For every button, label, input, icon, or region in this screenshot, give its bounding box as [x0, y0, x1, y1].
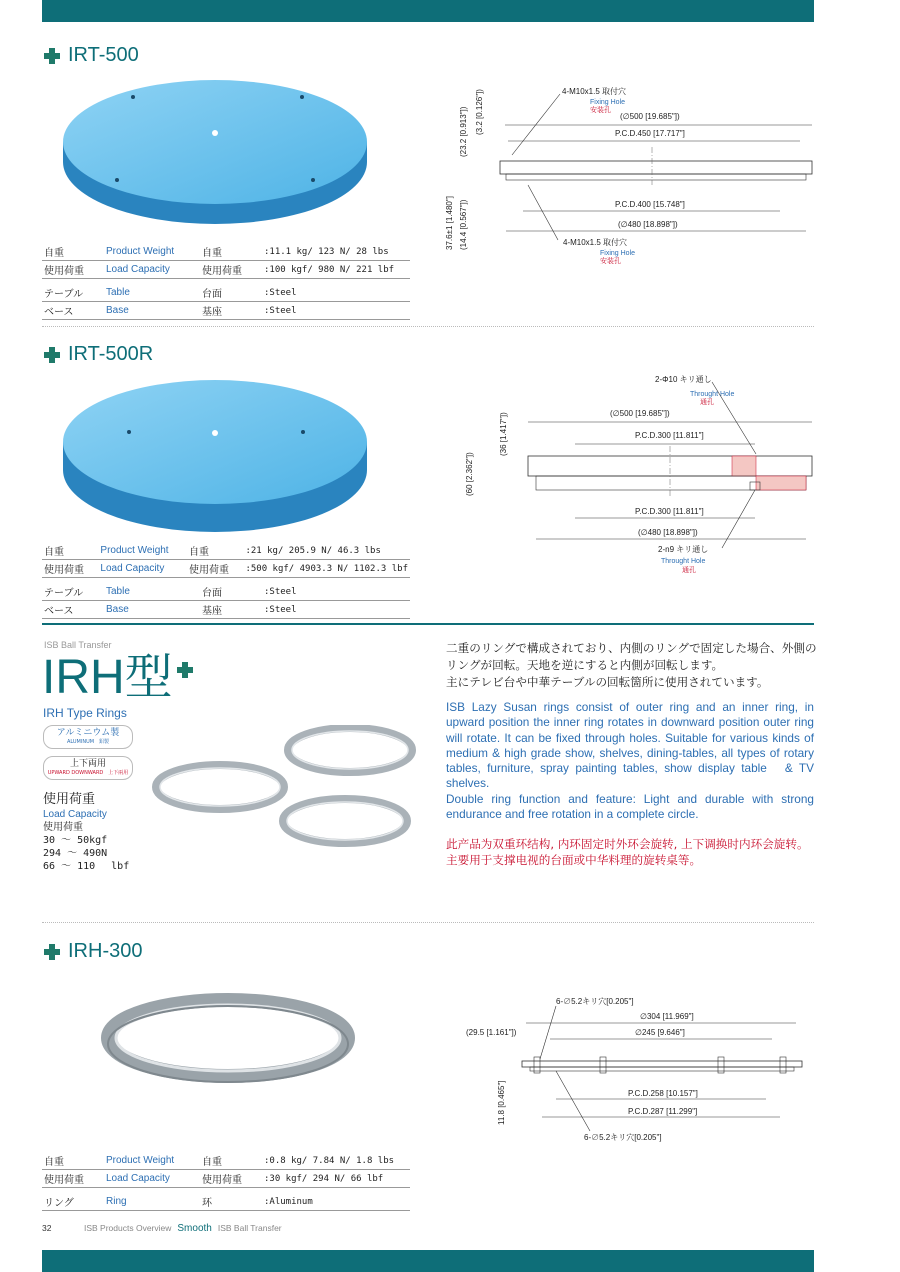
dim-pcd: P.C.D.258 [10.157"]: [628, 1089, 698, 1098]
dim-height: 37.6±1 [1.480"]: [445, 196, 454, 250]
spec-en: Load Capacity: [104, 1170, 200, 1188]
material-value: :Aluminum: [262, 1193, 410, 1211]
spec-row: [42, 243, 410, 261]
dim-height: (3.2 [0.126"]): [475, 89, 484, 135]
material-jp: テーブル: [42, 284, 104, 302]
category-label: ISB Ball Transfer: [44, 640, 112, 650]
desc-jp-line: 二重のリングで構成されており、内側のリングで固定した場合、外側の: [446, 641, 817, 655]
section-divider: [42, 623, 814, 625]
pill-text: アルミニウム製: [56, 728, 120, 738]
load-lbf: 66 ～ 110 lbf: [43, 861, 130, 872]
pill-subtext: UPWARD DOWNWARD 上下兩用: [47, 770, 129, 776]
spec-cn: 自重: [200, 1152, 262, 1170]
section-title-irt500r: [44, 343, 153, 366]
drawing-irh300: [460, 995, 820, 1145]
spec-cn: 使用荷重: [187, 560, 243, 578]
material-jp: ベース: [42, 302, 104, 320]
irh-desc-en: [446, 700, 814, 822]
dim-diameter: (∅480 [18.898"]): [638, 528, 698, 537]
section-title-irh300: [44, 940, 142, 963]
spec-cn: 自重: [187, 542, 243, 560]
usage-pill: [43, 756, 133, 780]
dim-diameter: (∅480 [18.898"]): [618, 220, 678, 229]
irh-title-text: IRH型: [42, 651, 173, 704]
material-cn: 台面: [200, 284, 262, 302]
spec-row: [42, 560, 410, 578]
dim-diameter: (∅500 [19.685"]): [620, 112, 680, 121]
pill-text: 上下両用: [69, 759, 106, 769]
spec-en: Product Weight: [98, 542, 187, 560]
material-value: :Steel: [262, 601, 410, 619]
footer-bar: [42, 1250, 814, 1272]
hole-label-cn: 通孔: [682, 566, 696, 574]
dim-pcd: P.C.D.400 [15.748"]: [615, 200, 685, 209]
hole-label: 6-∅5.2キリ穴[0.205"]: [556, 997, 634, 1006]
section-title-irt500: [44, 44, 139, 67]
plus-icon: [44, 944, 60, 960]
drawing-irt500r: [460, 372, 830, 580]
spec-jp: 使用荷重: [42, 560, 98, 578]
material-row: [42, 284, 410, 302]
spec-table-irt500r: [42, 542, 410, 578]
spec-value: :500 kgf/ 4903.3 N/ 1102.3 lbf: [243, 560, 410, 578]
dim-height: (14.4 [0.567"]): [459, 199, 468, 250]
spec-row: [42, 261, 410, 279]
spec-row: [42, 1170, 410, 1188]
hole-label: 2-n9 キリ通し: [658, 545, 709, 554]
desc-en-paragraph: Double ring function and feature: Light and durable with strong endurance and free rotation in a complete circle.: [446, 791, 814, 822]
hole-label-en: Throught Hole: [661, 558, 706, 565]
spec-value: :11.1 kg/ 123 N/ 28 lbs: [262, 243, 410, 261]
rings-image: [150, 725, 420, 855]
material-cn: 环: [200, 1193, 262, 1211]
footer-left: ISB Products Overview: [84, 1223, 172, 1233]
load-n: 294 ～ 490N: [43, 848, 108, 859]
material-en: Base: [104, 601, 200, 619]
footer-mid: Smooth: [177, 1223, 212, 1234]
load-en: Load Capacity: [43, 809, 107, 820]
dim-pcd: P.C.D.287 [11.299"]: [628, 1107, 698, 1116]
desc-cn-line: 主要用于支撑电视的台面或中华料理的旋转桌等。: [446, 853, 702, 867]
plus-icon: [177, 662, 193, 678]
plus-icon: [44, 48, 60, 64]
hole-label-cn: 通孔: [700, 398, 714, 406]
product-image-irh300: [100, 992, 360, 1092]
spec-value: :0.8 kg/ 7.84 N/ 1.8 lbs: [262, 1152, 410, 1170]
spec-jp: 自重: [42, 542, 98, 560]
hole-label: 6-∅5.2キリ穴[0.205"]: [584, 1133, 662, 1142]
load-jp: 使用荷重: [43, 792, 96, 807]
divider: [42, 922, 814, 923]
material-cn: 台面: [200, 583, 262, 601]
material-cn: 基座: [200, 601, 262, 619]
dim-pcd: P.C.D.300 [11.811"]: [635, 507, 704, 516]
spec-cn: 使用荷重: [200, 1170, 262, 1188]
irh-desc-jp: [446, 640, 818, 691]
load-block: [43, 792, 129, 873]
load-kgf: 30 ～ 50kgf: [43, 835, 108, 846]
hole-label: 2-Φ10 キリ通し: [655, 375, 712, 384]
dim-width: (29.5 [1.161"]): [466, 1028, 517, 1037]
footer-right: ISB Ball Transfer: [217, 1223, 282, 1233]
footer: [42, 1223, 282, 1234]
dim-diameter: (∅500 [19.685"]): [610, 409, 670, 418]
spec-value: :21 kg/ 205.9 N/ 46.3 lbs: [243, 542, 410, 560]
load-cn: 使用荷重: [43, 822, 83, 833]
material-row: [42, 1193, 410, 1211]
pill-subtext: ALUMINUM 鋁製: [66, 739, 110, 745]
dim-pcd: P.C.D.300 [11.811"]: [635, 431, 704, 440]
material-table-irt500r: [42, 583, 410, 619]
irh-subtitle: IRH Type Rings: [43, 706, 127, 720]
hole-label-en: Throught Hole: [690, 391, 735, 398]
material-table-irt500: [42, 284, 410, 320]
material-en: Base: [104, 302, 200, 320]
spec-cn: 自重: [200, 243, 262, 261]
material-en: Ring: [104, 1193, 200, 1211]
spec-en: Product Weight: [104, 1152, 200, 1170]
spec-table-irt500: [42, 243, 410, 279]
spec-value: :30 kgf/ 294 N/ 66 lbf: [262, 1170, 410, 1188]
drawing-irt500: [440, 85, 830, 270]
section-title-text: IRH-300: [68, 940, 143, 962]
irh-desc-cn: [446, 836, 818, 868]
product-image-irt500r: [55, 370, 375, 540]
dim-height: 11.8 [0.465"]: [497, 1080, 506, 1125]
spec-en: Load Capacity: [98, 560, 187, 578]
desc-en-paragraph: ISB Lazy Susan rings consist of outer ring and an inner ring, in upward position the inner ring rotates in downward position outer ring will rotate. It can be fixed through holes. Suitable for various kinds of medium & high grade show, shelves, dining-tables, all types of rotary tables, furniture, spray painting tables, show display table & TV shelves.: [446, 700, 814, 791]
spec-jp: 自重: [42, 243, 104, 261]
dim-pcd: P.C.D.450 [17.717"]: [615, 129, 685, 138]
material-jp: ベース: [42, 601, 104, 619]
dim-diameter: ∅304 [11.969"]: [640, 1012, 694, 1021]
desc-cn-line: 此产品为双重环结构, 内环固定时外环会旋转, 上下调换时内环会旋转。: [446, 837, 809, 851]
material-row: [42, 601, 410, 619]
irh-big-title: [42, 652, 193, 704]
dim-height: (60 [2.362"]): [465, 452, 474, 496]
spec-jp: 使用荷重: [42, 1170, 104, 1188]
hole-label: 4-M10x1.5 取付穴: [562, 87, 627, 96]
material-pill: [43, 725, 133, 749]
material-row: [42, 302, 410, 320]
dim-height: (36 [1.417"]): [499, 412, 508, 456]
desc-jp-line: リングが回転。天地を逆にすると内側が回転します。: [446, 658, 724, 672]
material-en: Table: [104, 583, 200, 601]
hole-label-cn: 安装孔: [590, 106, 611, 114]
spec-table-irh300: [42, 1152, 410, 1188]
divider: [42, 326, 814, 327]
material-value: :Steel: [262, 302, 410, 320]
hole-label-en: Fixing Hole: [590, 99, 626, 106]
plus-icon: [44, 347, 60, 363]
section-title-text: IRT-500: [68, 44, 139, 66]
spec-jp: 使用荷重: [42, 261, 104, 279]
material-en: Table: [104, 284, 200, 302]
product-image-irt500: [55, 80, 375, 230]
spec-row: [42, 1152, 410, 1170]
spec-value: :100 kgf/ 980 N/ 221 lbf: [262, 261, 410, 279]
desc-jp-line: 主にテレビ台や中華テーブルの回転箇所に使用されています。: [446, 675, 769, 689]
spec-en: Product Weight: [104, 243, 200, 261]
spec-en: Load Capacity: [104, 261, 200, 279]
hole-label-cn: 安装孔: [600, 257, 621, 265]
material-jp: リング: [42, 1193, 104, 1211]
dim-height: (23.2 [0.913"]): [459, 106, 468, 157]
dim-diameter: ∅245 [9.646"]: [635, 1028, 685, 1037]
material-value: :Steel: [262, 583, 410, 601]
page-number: 32: [42, 1223, 52, 1233]
header-bar: [42, 0, 814, 22]
spec-row: [42, 542, 410, 560]
section-title-text: IRT-500R: [68, 343, 154, 365]
hole-label-en: Fixing Hole: [600, 250, 636, 257]
material-jp: テーブル: [42, 583, 104, 601]
material-row: [42, 583, 410, 601]
spec-jp: 自重: [42, 1152, 104, 1170]
hole-label: 4-M10x1.5 取付穴: [563, 238, 628, 247]
material-table-irh300: [42, 1193, 410, 1211]
spec-cn: 使用荷重: [200, 261, 262, 279]
material-cn: 基座: [200, 302, 262, 320]
material-value: :Steel: [262, 284, 410, 302]
